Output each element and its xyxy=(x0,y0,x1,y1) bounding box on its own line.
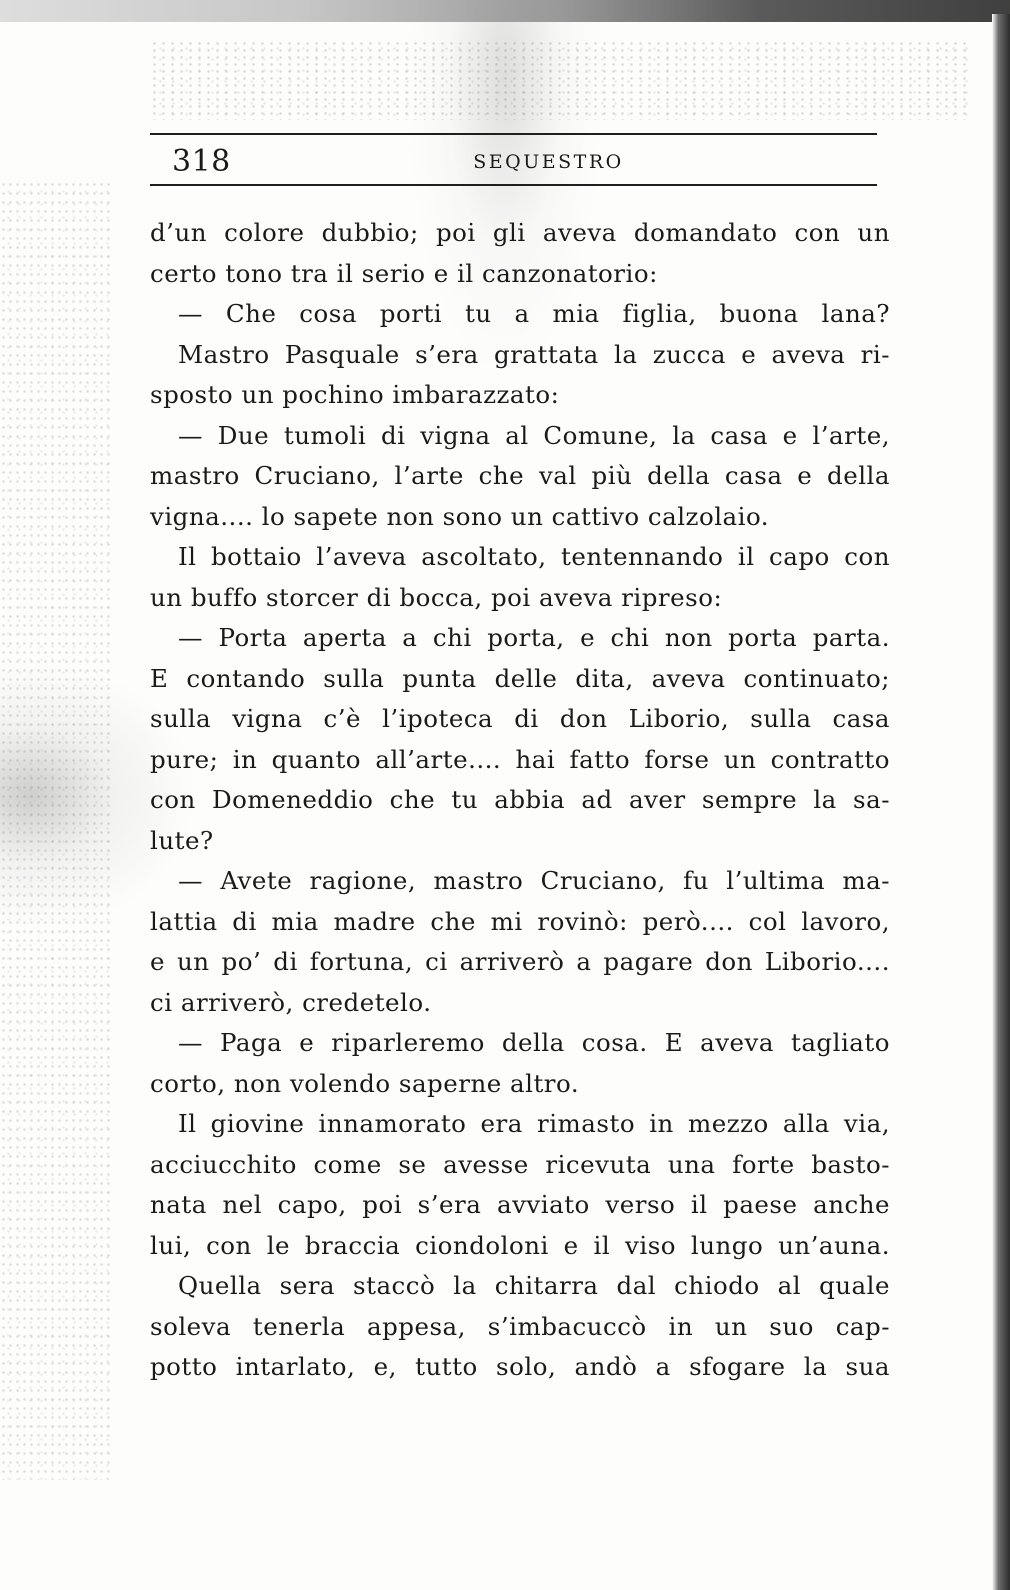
text-line-content: certo tono tra il serio e il canzonatorio: xyxy=(150,258,658,288)
text-line xyxy=(150,1145,890,1186)
text-line xyxy=(150,578,890,619)
text-line xyxy=(150,497,890,538)
header-rule-bottom xyxy=(150,184,877,186)
text-line xyxy=(150,942,890,983)
text-line xyxy=(150,861,890,902)
text-line-content: — Due tumoli di vigna al Comune, la casa e l’arte, xyxy=(178,420,890,450)
scan-speckle-left xyxy=(0,180,110,1480)
text-line xyxy=(150,780,890,821)
text-line-content: acciucchito come se avesse ricevuta una forte basto- xyxy=(150,1149,890,1179)
text-line xyxy=(150,335,890,376)
header-rule-top xyxy=(150,133,877,135)
text-line xyxy=(150,456,890,497)
page-number: 318 xyxy=(172,144,231,179)
text-line xyxy=(150,983,890,1024)
scan-right-edge xyxy=(992,14,1010,1590)
running-title: SEQUESTRO xyxy=(473,151,624,173)
text-line xyxy=(150,294,890,335)
scan-top-edge xyxy=(0,0,1010,22)
text-line xyxy=(150,902,890,943)
text-line-content: un buffo storcer di bocca, poi aveva ripreso: xyxy=(150,582,723,612)
text-line xyxy=(150,1226,890,1267)
text-line xyxy=(150,537,890,578)
text-line xyxy=(150,1064,890,1105)
text-line xyxy=(150,821,890,862)
text-line xyxy=(150,1266,890,1307)
text-line-content: potto intarlato, e, tutto solo, andò a sfogare la sua xyxy=(150,1352,890,1381)
text-line-content: con Domeneddio che tu abbia ad aver sempre la sa- xyxy=(150,785,890,814)
text-line-content: lattia di mia madre che mi rovinò: però.... col lavoro, xyxy=(150,906,890,936)
text-line-content: — Che cosa porti tu a mia figlia, buona lana? xyxy=(178,299,890,328)
text-line xyxy=(150,659,890,700)
text-line xyxy=(150,740,890,781)
text-line xyxy=(150,1307,890,1348)
text-line-content: lui, con le braccia ciondoloni e il viso lungo un’auna. xyxy=(150,1230,890,1260)
text-line-content: e un po’ di fortuna, ci arriverò a pagare don Liborio.... xyxy=(150,947,890,976)
text-line xyxy=(150,1347,890,1388)
scan-speckle-top xyxy=(150,40,970,120)
text-line-content: nata nel capo, poi s’era avviato verso il paese anche xyxy=(150,1190,890,1219)
text-line-content: corto, non volendo saperne altro. xyxy=(150,1068,580,1098)
text-line xyxy=(150,375,890,416)
text-line xyxy=(150,416,890,457)
text-line-content: Il bottaio l’aveva ascoltato, tentennando il capo con xyxy=(178,542,890,571)
text-line-content: sposto un pochino imbarazzato: xyxy=(150,380,560,409)
text-line xyxy=(150,618,890,659)
text-line-content: pure; in quanto all’arte.... hai fatto forse un contratto xyxy=(150,744,890,774)
text-line-content: — Avete ragione, mastro Cruciano, fu l’ultima ma- xyxy=(178,866,890,895)
text-line-content: E contando sulla punta delle dita, aveva continuato; xyxy=(150,663,890,693)
text-line xyxy=(150,1104,890,1145)
text-line-content: — Paga e riparleremo della cosa. E aveva tagliato xyxy=(178,1028,890,1057)
text-line-content: vigna.... lo sapete non sono un cattivo calzolaio. xyxy=(150,501,770,531)
text-line-content: Quella sera staccò la chitarra dal chiodo al quale xyxy=(178,1271,890,1300)
text-line-content: ci arriverò, credetelo. xyxy=(150,987,432,1017)
text-line-content: Il giovine innamorato era rimasto in mezzo alla via, xyxy=(178,1109,890,1138)
text-line-content: — Porta aperta a chi porta, e chi non porta parta. xyxy=(178,623,890,652)
text-line xyxy=(150,213,890,254)
text-line xyxy=(150,1023,890,1064)
text-line-content: sulla vigna c’è l’ipoteca di don Liborio, sulla casa xyxy=(150,704,890,733)
running-head xyxy=(150,140,877,184)
text-line-content: Mastro Pasquale s’era grattata la zucca e aveva ri- xyxy=(178,339,890,369)
text-line xyxy=(150,254,890,295)
body-text xyxy=(150,213,890,1388)
text-line xyxy=(150,699,890,740)
text-line-content: lute? xyxy=(150,825,214,855)
text-line xyxy=(150,1185,890,1226)
text-line-content: d’un colore dubbio; poi gli aveva domandato con un xyxy=(150,218,890,247)
text-line-content: mastro Cruciano, l’arte che val più della casa e della xyxy=(150,461,890,490)
text-line-content: soleva tenerla appesa, s’imbacuccò in un suo cap- xyxy=(150,1311,890,1341)
